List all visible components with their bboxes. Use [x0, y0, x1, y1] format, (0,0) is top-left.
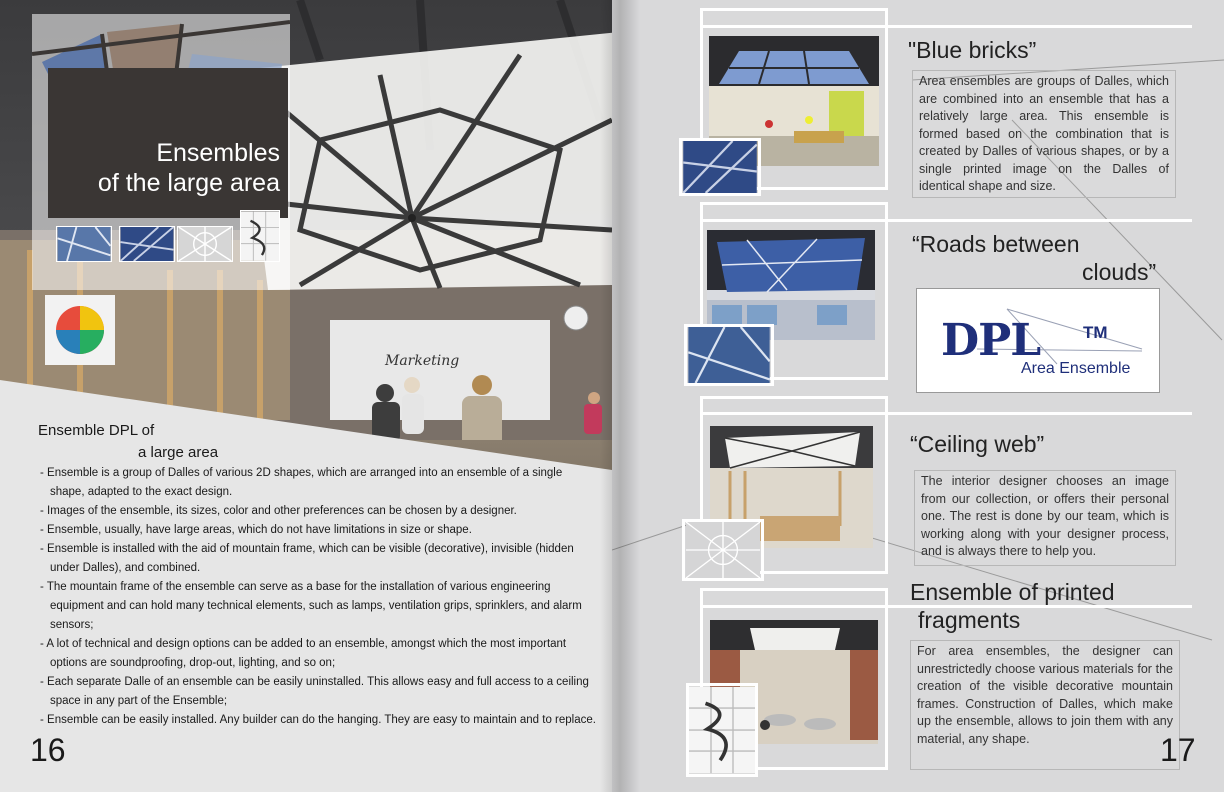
pattern-thumb-dark-blue [119, 226, 175, 262]
pattern-thumb-web [177, 226, 233, 262]
bullet-item: - Ensemble can be easily installed. Any builder can do the hanging. They are easy to maintain and to replace. [40, 714, 596, 726]
logo-subtitle: Area Ensemble [1021, 360, 1131, 377]
bullet-item: - A lot of technical and design options can be added to an ensemble, amongst which the most important options are soundproofing, drop-out, lighting, and so on; [40, 638, 567, 669]
ensemble-description [38, 420, 598, 730]
bullet-item: - Ensemble is a group of Dalles of various 2D shapes, which are arranged into an ensemble of a single shape, adapted to the exact design. [40, 467, 563, 498]
right-page [612, 0, 1224, 792]
section-title-roads-line1: “Roads between [912, 231, 1080, 257]
heading-line-1: Ensemble DPL of [38, 422, 155, 439]
section-title-ceiling-web: “Ceiling web” [910, 431, 1045, 457]
heading-line-2: a large area [138, 444, 219, 461]
title-line-2: of the large area [97, 169, 280, 197]
bullet-item: - Ensemble is installed with the aid of mountain frame, which can be visible (decorative), invisible (hidden under Dalles), and combined. [40, 543, 574, 574]
pattern-thumb-fragments [240, 210, 280, 262]
ceiling-web-tile [682, 519, 764, 581]
logo-tm-text: TM [1083, 323, 1108, 342]
section-title-blue-bricks: "Blue bricks” [908, 37, 1037, 63]
logo-dpl-text: DPL [941, 315, 1041, 366]
section-text-blue-bricks: Area ensembles are groups of Dalles, which are combined into an ensemble that has a relatively large area. This ensemble is formed based on the combination that is created by Dalles of various shapes, or by a single printed image on the Dalles of identical shape and size. [912, 70, 1176, 198]
bullet-item: - Each separate Dalle of an ensemble can be easily uninstalled. This allows easy and full access to a ceiling space in any part of the Ensemble; [40, 676, 589, 707]
page-title [48, 138, 280, 198]
bullet-item: - Ensemble, usually, have large areas, which do not have limitations in size or shape. [40, 524, 472, 536]
section-text-ceiling-web: The interior designer chooses an image from our collection, or offers their personal one. The rest is done by our team, which is working along with your designer process, and is always there to help you. [914, 470, 1176, 566]
bullet-item: - Images of the ensemble, its sizes, color and other preferences can be chosen by a designer. [40, 505, 517, 517]
dpl-logo [916, 288, 1160, 393]
section-title-fragments-line2: fragments [918, 607, 1021, 633]
page-number-left: 16 [30, 732, 66, 768]
blue-bricks-tile [679, 138, 761, 196]
roads-between-clouds-tile [684, 324, 774, 386]
bullet-item: - The mountain frame of the ensemble can serve as a base for the installation of various engineering equipment and can hold many technical elements, such as lamps, ventilation grips, sprinklers, and alarm sensors; [40, 581, 582, 631]
title-line-1: Ensembles [156, 139, 280, 167]
page-number-right: 17 [1160, 732, 1196, 768]
marketing-sign: Marketing [385, 353, 460, 369]
section-text-fragments: For area ensembles, the designer can unrestrictedly choose various materials for the creation of the visible decorative mountain frames. Construction of Dalles, which make up the ensemble, allows to join them with any material, any shape. [910, 640, 1180, 770]
section-title-fragments-line1: Ensemble of printed [910, 579, 1115, 605]
ensemble-heading [38, 420, 598, 464]
pattern-thumb-light-blue [56, 226, 112, 262]
section-title-roads-line2: clouds” [1082, 259, 1157, 285]
printed-fragments-tile [686, 683, 758, 777]
